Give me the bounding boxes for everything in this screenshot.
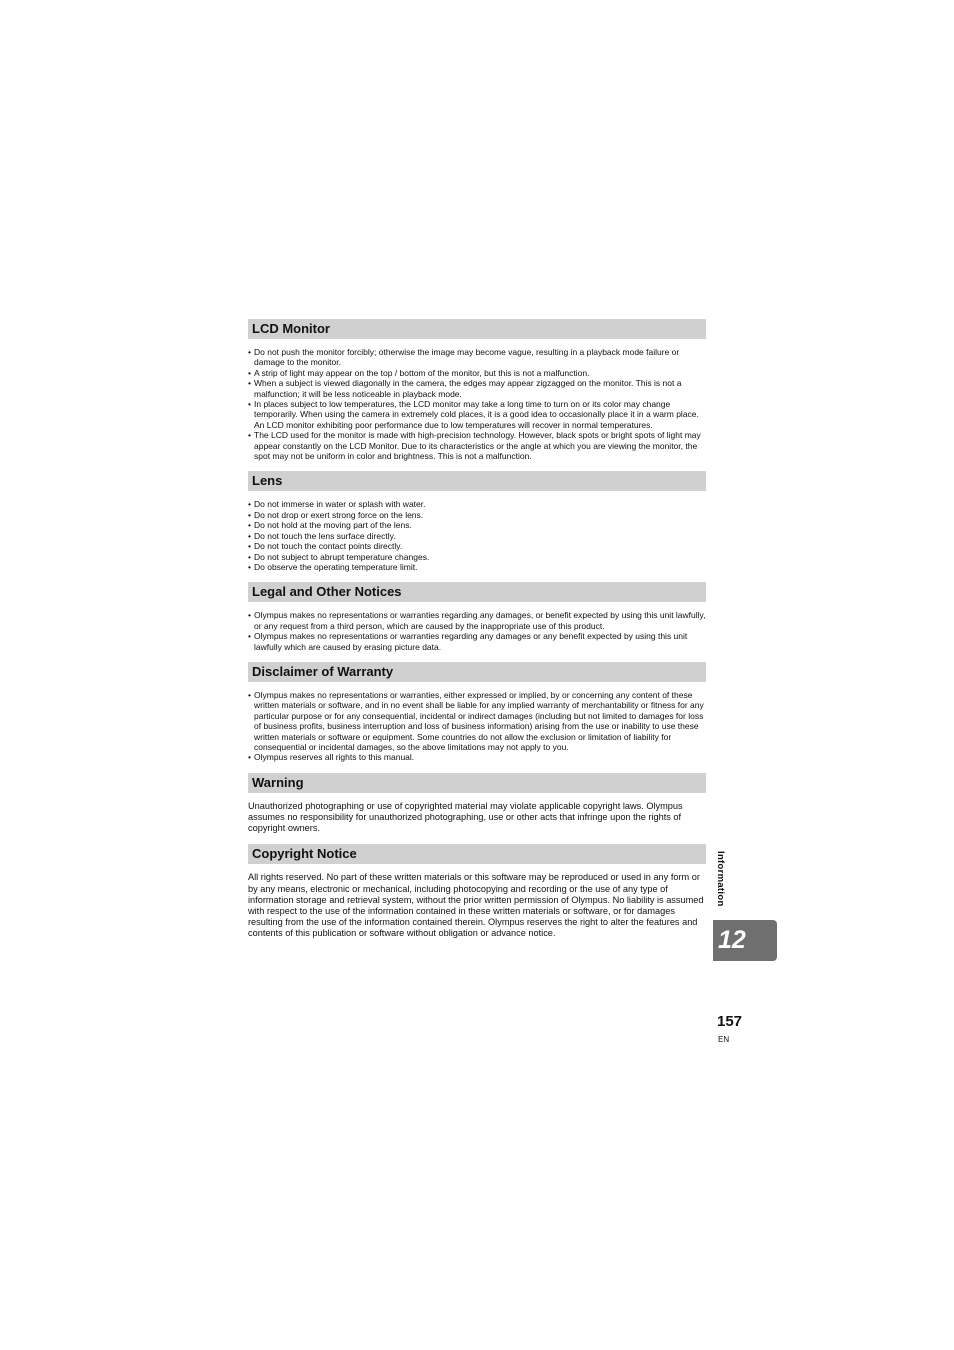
list-item: • Do not hold at the moving part of the lens.	[248, 520, 706, 530]
list-item: • Do observe the operating temperature limit.	[248, 562, 706, 572]
section-heading: Warning	[248, 773, 706, 793]
section-heading: Legal and Other Notices	[248, 582, 706, 602]
list-item: • A strip of light may appear on the top / bottom of the monitor, but this is not a malfunction.	[248, 368, 706, 378]
section-disclaimer-of-warranty	[248, 662, 706, 763]
list-item: • Do not drop or exert strong force on the lens.	[248, 510, 706, 520]
section-heading: Disclaimer of Warranty	[248, 662, 706, 682]
list-item: • Olympus makes no representations or warranties regarding any damages, or benefit expected by using this unit lawfully, or any request from a third person, which are caused by the inappropriate use of this product.	[248, 610, 706, 631]
bullet-list	[248, 347, 706, 461]
section-lcd-monitor	[248, 319, 706, 461]
section-legal-notices	[248, 582, 706, 652]
page-content	[248, 319, 706, 950]
section-paragraph: All rights reserved. No part of these written materials or this software may be reproduced or used in any form or by any means, electronic or mechanical, including photocopying and recording or the use of any type of information storage and retrieval system, without the prior written permission of Olympus. No liability is assumed with respect to the use of the information contained in these written materials or software, or for damages resulting from the use of the information contained therein. Olympus reserves the right to alter the features and contents of this publication or software without obligation or advance notice.	[248, 872, 704, 939]
section-warning	[248, 773, 706, 835]
list-item: • Do not touch the lens surface directly.	[248, 531, 706, 541]
list-item: • Olympus makes no representations or warranties regarding any damages or any benefit expected by using this unit lawfully which are caused by erasing picture data.	[248, 631, 706, 652]
list-item: • In places subject to low temperatures, the LCD monitor may take a long time to turn on or its color may change temporarily. When using the camera in extremely cold places, it is a good idea to occasionally place it in a warm place. An LCD monitor exhibiting poor performance due to low temperatures will recover in normal temperatures.	[248, 399, 706, 430]
list-item: • Do not push the monitor forcibly; otherwise the image may become vague, resulting in a playback mode failure or damage to the monitor.	[248, 347, 706, 368]
bullet-list	[248, 499, 706, 572]
list-item: • When a subject is viewed diagonally in the camera, the edges may appear zigzagged on the monitor. This is not a malfunction; it will be less noticeable in playback mode.	[248, 378, 706, 399]
list-item: • Do not subject to abrupt temperature changes.	[248, 552, 706, 562]
bullet-list	[248, 610, 706, 652]
chapter-side-label	[713, 851, 727, 917]
section-heading: Lens	[248, 471, 706, 491]
list-item: • Olympus makes no representations or warranties, either expressed or implied, by or concerning any content of these written materials or software, and in no event shall be liable for any implied warranty of merchantability or fitness for any particular purpose or for any consequential, incidental or indirect damages (including but not limited to damages for loss of business profits, business interruption and loss of business information) arising from the use or inability to use these written materials or software or equipment. Some countries do not allow the exclusion or limitation of liability for consequential or incidental damages, so the above limitations may not apply to you.	[248, 690, 706, 752]
section-heading: LCD Monitor	[248, 319, 706, 339]
list-item: • Do not immerse in water or splash with water.	[248, 499, 706, 509]
list-item: • The LCD used for the monitor is made with high-precision technology. However, black spots or bright spots of light may appear constantly on the LCD Monitor. Due to its characteristics or the angle at which you are viewing the monitor, the spot may not be uniform in color and brightness. This is not a malfunction.	[248, 430, 706, 461]
list-item: • Olympus reserves all rights to this manual.	[248, 752, 706, 762]
section-lens	[248, 471, 706, 572]
section-paragraph: Unauthorized photographing or use of copyrighted material may violate applicable copyright laws. Olympus assumes no responsibility for unauthorized photographing, use or other acts that infringe upon the rights of copyright owners.	[248, 800, 683, 834]
chapter-tab	[713, 920, 777, 961]
bullet-list	[248, 690, 706, 763]
list-item: • Do not touch the contact points directly.	[248, 541, 706, 551]
chapter-number: 12	[718, 926, 746, 954]
section-copyright-notice	[248, 844, 706, 939]
chapter-side-label-text: Information	[715, 851, 726, 907]
section-heading: Copyright Notice	[248, 844, 706, 864]
page-number: 157	[717, 1013, 743, 1030]
language-code: EN	[718, 1035, 730, 1044]
